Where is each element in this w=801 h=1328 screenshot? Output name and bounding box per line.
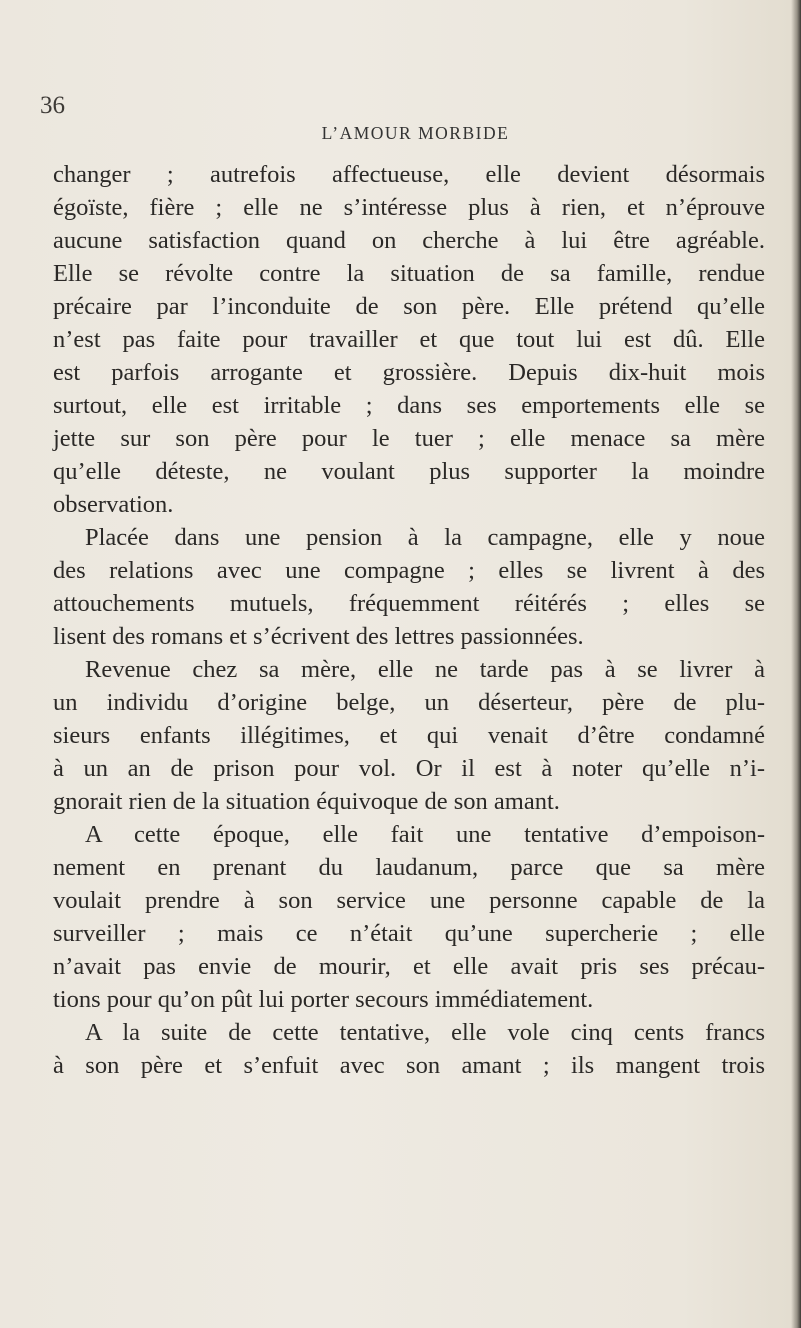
text-line: un individu d’origine belge, un déserteur, père de plu- <box>53 689 765 716</box>
text-line: gnorait rien de la situation équivoque de son amant. <box>53 788 560 815</box>
text-line: précaire par l’inconduite de son père. Elle prétend qu’elle <box>53 293 765 320</box>
paragraph-start: Revenue chez sa mère, elle ne tarde pas à se livrer à <box>85 656 765 683</box>
text-line: des relations avec une compagne ; elles se livrent à des <box>53 557 765 584</box>
text-line: égoïste, fière ; elle ne s’intéresse plus à rien, et n’éprouve <box>53 194 765 221</box>
text-line: Elle se révolte contre la situation de sa famille, rendue <box>53 260 765 287</box>
text-line: aucune satisfaction quand on cherche à lui être agréable. <box>53 227 765 254</box>
page-number: 36 <box>40 92 65 119</box>
text-line: tions pour qu’on pût lui porter secours immédiatement. <box>53 986 594 1013</box>
text-line: n’avait pas envie de mourir, et elle avait pris ses précau- <box>53 953 765 980</box>
running-head: L’AMOUR MORBIDE <box>321 123 510 143</box>
text-line: voulait prendre à son service une personne capable de la <box>53 887 765 914</box>
text-line: n’est pas faite pour travailler et que tout lui est dû. Elle <box>53 326 765 353</box>
text-line: attouchements mutuels, fréquemment réitérés ; elles se <box>53 590 765 617</box>
text-line: observation. <box>53 491 174 518</box>
text-line: jette sur son père pour le tuer ; elle menace sa mère <box>53 425 765 452</box>
text-line: nement en prenant du laudanum, parce que sa mère <box>53 854 765 881</box>
text-line: sieurs enfants illégitimes, et qui venait d’être condamné <box>53 722 765 749</box>
text-line: surveiller ; mais ce n’était qu’une supercherie ; elle <box>53 920 765 947</box>
paragraph-start: A la suite de cette tentative, elle vole cinq cents francs <box>85 1019 765 1046</box>
text-line: surtout, elle est irritable ; dans ses emportements elle se <box>53 392 765 419</box>
paragraph-start: A cette époque, elle fait une tentative d’empoison- <box>85 821 765 848</box>
text-line: changer ; autrefois affectueuse, elle devient désormais <box>53 161 765 188</box>
text-line: à son père et s’enfuit avec son amant ; ils mangent trois <box>53 1052 765 1079</box>
text-line: est parfois arrogante et grossière. Depuis dix-huit mois <box>53 359 765 386</box>
paragraph-start: Placée dans une pension à la campagne, elle y noue <box>85 524 765 551</box>
text-line: à un an de prison pour vol. Or il est à noter qu’elle n’i- <box>53 755 765 782</box>
page-edge-shadow <box>791 0 801 1328</box>
text-line: lisent des romans et s’écrivent des lettres passionnées. <box>53 623 584 650</box>
text-line: qu’elle déteste, ne voulant plus supporter la moindre <box>53 458 765 485</box>
